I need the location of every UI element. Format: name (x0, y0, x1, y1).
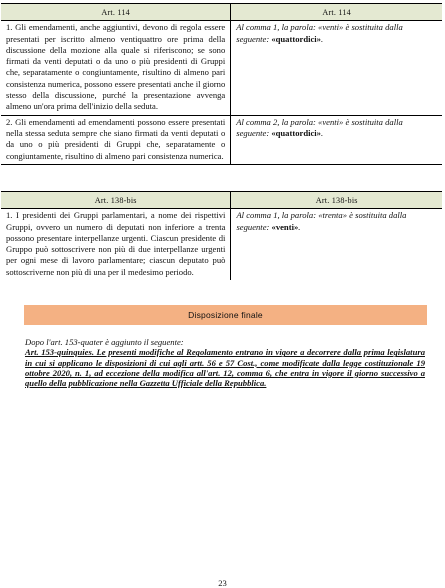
amendment-text-cell: Al comma 1, la parola: «venti» è sostituita dalla seguente: «quattordici». (231, 21, 442, 115)
left-column-header: Art. 114 (1, 4, 231, 21)
final-intro: Dopo l'art. 153-quater è aggiunto il seguente: (25, 337, 184, 347)
table-header-row (1, 192, 442, 209)
original-text-cell: 1. I presidenti dei Gruppi parlamentari, a nome dei rispettivi Gruppi, ovvero un numero di deputati non inferiore a trenta possono presentare interpellanze urgenti. Ciascun presidente di Gruppo può sottoscrivere non più di due interpellanze urgenti per ogni mese di lavoro parlamentare; ciascun deputato può sottoscriverne non più di una per il medesimo periodo. (1, 209, 231, 280)
amendment-text-cell: Al comma 2, la parola: «venti» è sostituita dalla seguente: «quattordici». (231, 115, 442, 164)
right-column-header: Art. 114 (231, 4, 442, 21)
original-text-cell: 2. Gli emendamenti ad emendamenti possono essere presentati nella stessa seduta sempre che siano firmati da venti deputati o da uno o più presidenti di Gruppi che, separatamente o congiuntamente, risultino di almeno pari consistenza numerica. (1, 115, 231, 164)
final-provision-heading: Disposizione finale (24, 305, 427, 325)
table-row (1, 21, 442, 115)
right-column-header: Art. 138-bis (231, 192, 442, 209)
table-header-row (1, 4, 442, 21)
original-text-cell: 1. Gli emendamenti, anche aggiuntivi, devono di regola essere presentati per iscritto almeno ventiquattro ore prima della discussione della mozione alla quale si riferiscono; se sono firmati da venti deputati o da uno o più presidenti di Gruppi che, separatamente o congiuntamente, risultino di almeno pari consistenza numerica, possono essere presentati anche il giorno stesso della discussione, purché la presentazione avvenga almeno un'ora prima dell'inizio della seduta. (1, 21, 231, 115)
page-number: 23 (218, 578, 227, 588)
amendment-table-art-138-bis (1, 191, 442, 280)
amendment-text-cell: Al comma 1, la parola: «trenta» è sostituita dalla seguente: «venti». (236, 210, 407, 232)
table-row (1, 209, 442, 280)
final-article: Art. 153-quinquies. Le presenti modifiche al Regolamento entrano in vigore a decorrere dalla prima legislatura in cui si applicano le disposizioni di cui agli artt. 56 e 57 Cost., come modificate dalla legge costituzionale 19 ottobre 2020, n. 1, ad eccezione della modifica all'art. 12, comma 6, che entra in vigore il giorno successivo a quello della pubblicazione nella Gazzetta Ufficiale della Repubblica. (25, 347, 425, 389)
table-row (1, 115, 442, 164)
amendment-table-art-114 (1, 3, 442, 165)
left-column-header: Art. 138-bis (1, 192, 231, 209)
final-provision-text (25, 337, 425, 388)
